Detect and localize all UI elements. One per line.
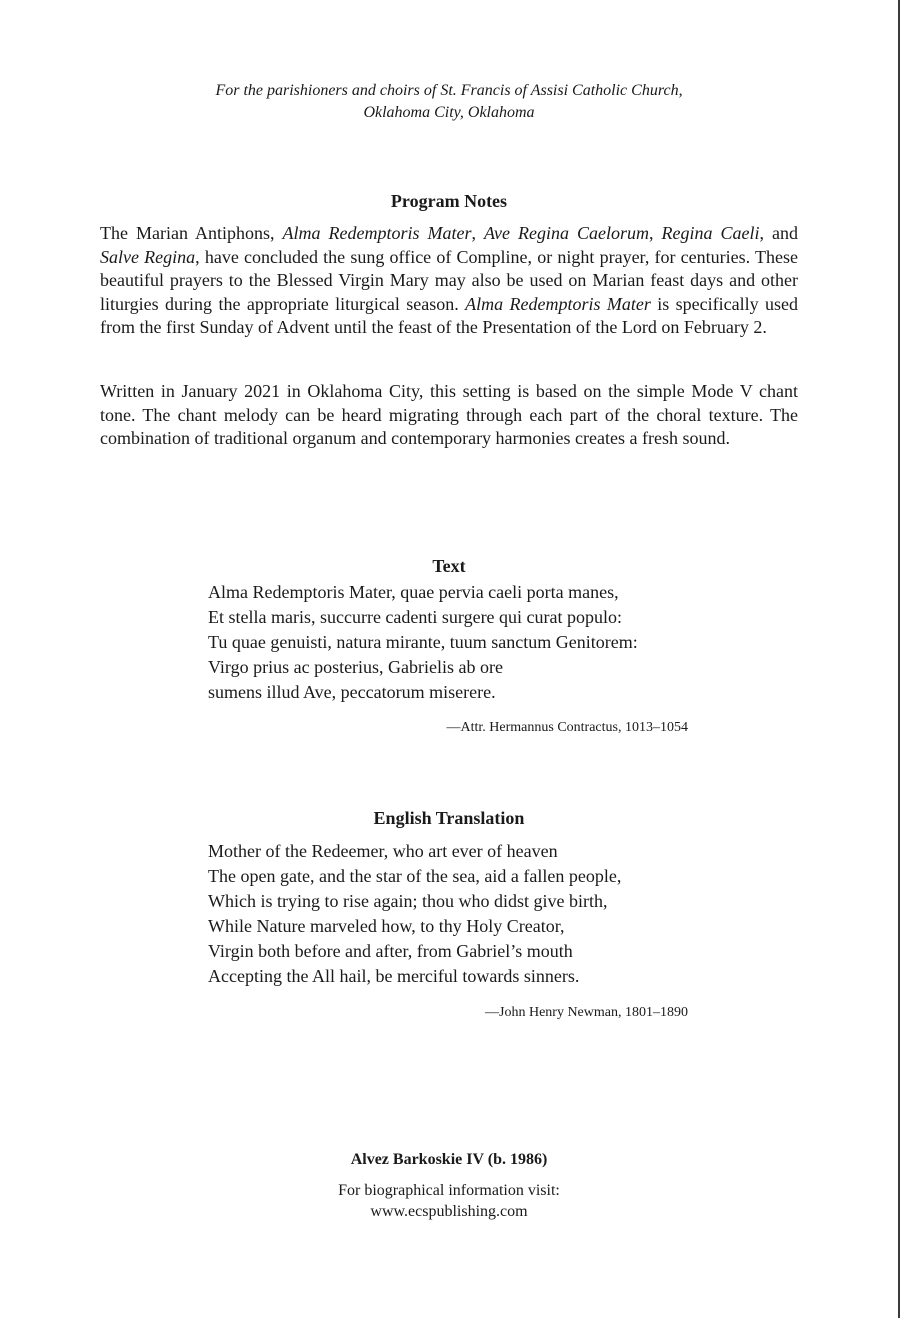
notes-text: , [471,223,485,243]
translation-attribution: —John Henry Newman, 1801–1890 [485,1005,688,1020]
text-heading: Text [432,556,466,576]
notes-text: , have concluded the sung office of Compline, or night prayer, for centuries. These beautiful prayers to the Blessed Virgin Mary may also be used on Marian feast days and other liturgies during the appropriate liturgical season. [100,246,798,314]
latin-line: sumens illud Ave, peccatorum miserere. [208,682,496,702]
translation-line: Virgin both before and after, from Gabriel’s mouth [208,941,573,961]
dedication [0,80,898,124]
latin-line: Virgo prius ac posterius, Gabrielis ab ore [208,657,504,677]
translation-line: Which is trying to rise again; thou who didst give birth, [208,891,608,911]
latin-line: Tu quae genuisti, natura mirante, tuum sanctum Genitorem: [208,632,638,652]
latin-line: Et stella maris, succurre cadenti surgere qui curat populo: [208,607,623,627]
text-attribution: —Attr. Hermannus Contractus, 1013–1054 [446,720,688,735]
publisher-link[interactable]: www.ecspublishing.com [370,1203,528,1220]
translation-line: The open gate, and the star of the sea, aid a fallen people, [208,866,622,886]
translation-line: Accepting the All hail, be merciful towards sinners. [208,966,580,986]
translation-heading: English Translation [373,808,525,828]
english-translation [208,839,728,989]
composer-name: Alvez Barkoskie IV (b. 1986) [350,1151,548,1168]
antiphon-title: Alma Redemptoris Mater [465,293,651,314]
latin-line: Alma Redemptoris Mater, quae pervia caeli porta manes, [208,582,619,602]
program-notes-paragraph-2: Written in January 2021 in Oklahoma City, this setting is based on the simple Mode V chant tone. The chant melody can be heard migrating through each part of the choral texture. The combination of traditional organum and contemporary harmonies creates a fresh sound. [100,381,798,449]
antiphon-title: Alma Redemptoris Mater [282,223,472,243]
translation-line: Mother of the Redeemer, who art ever of heaven [208,841,558,861]
antiphon-title: Ave Regina Caelorum [484,223,650,243]
antiphon-title: Regina Caeli [661,223,760,243]
latin-text [208,580,728,705]
notes-text: , [649,223,662,243]
dedication-line-2: Oklahoma City, Oklahoma [363,104,535,121]
bio-line: For biographical information visit: [338,1182,560,1199]
program-notes-heading: Program Notes [390,191,508,211]
notes-text: The Marian Antiphons, [100,223,283,243]
composer-bio [0,1180,898,1222]
antiphon-title: Salve Regina [100,246,196,267]
dedication-line-1: For the parishioners and choirs of St. Francis of Assisi Catholic Church, [215,82,683,99]
notes-text: is specifically used from the first Sunday of Advent until the feast of the Presentation of the Lord on February 2. [100,293,798,338]
translation-line: While Nature marveled how, to thy Holy Creator, [208,916,565,936]
program-notes-paragraph-1 [100,222,798,340]
notes-text: , and [759,223,799,243]
